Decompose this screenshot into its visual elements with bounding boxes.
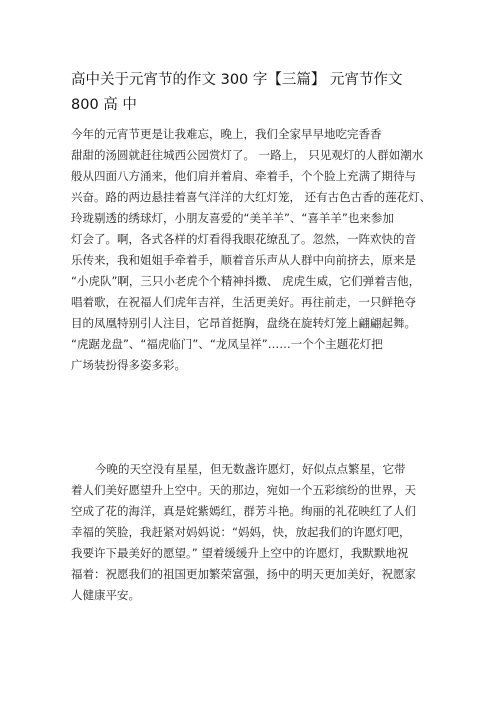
paragraph-line: 着人们美好愿望升上空中。天的那边，宛如一个五彩缤纷的世界，天: [71, 483, 416, 497]
paragraph-line: 幸福的笑脸，我赶紧对妈妈说：“妈妈，快，放起我们的许愿灯吧，: [71, 525, 411, 539]
paragraph-line: 我要许下最美好的愿望。” 望着缓缓升上空中的许愿灯，我默默地祝: [71, 546, 409, 560]
paragraph-1: [71, 124, 451, 376]
paragraph-line: 广场装扮得多姿多彩。: [71, 358, 186, 372]
paragraph-line: 空成了花的海洋，真是姹紫嫣红，群芳斗艳。绚丽的礼花映红了人们: [71, 504, 416, 518]
paragraph-line: 乐传来，我和姐姐手牵着手，顺着音乐声从人群中向前挤去，原来是: [71, 253, 416, 267]
paragraph-line: 玲珑剔透的绣球灯，小朋友喜爱的“美羊羊”、“喜羊羊”也来参加: [71, 211, 394, 225]
paragraph-line: “虎踞龙盘”、“福虎临门”、“龙凤呈祥”……一个个主题花灯把: [71, 337, 383, 351]
paragraph-line: “小虎队”啊，三只小老虎个个精神抖擞、 虎虎生威，它们弹着吉他，: [71, 274, 421, 288]
paragraph-line: 甜甜的汤圆就赶往城西公园赏灯了。 一路上， 只见观灯的人群如潮水: [71, 148, 424, 162]
paragraph-line: 目的凤凰特别引人注目，它昂首挺胸，盘绕在旋转灯笼上翩翩起舞。: [71, 316, 416, 330]
paragraph-line: 今晚的天空没有星星，但无数盏许愿灯，好似点点繁星，它带: [95, 462, 406, 476]
title-line-1: 高中关于元宵节的作文 300 字【三篇】 元宵节作文: [71, 72, 403, 88]
paragraph-line: 唱着歌，在祝福人们虎年吉祥，生活更美好。再往前走，一只鲜艳夺: [71, 295, 416, 309]
title-line-2: 800 高 中: [71, 97, 137, 113]
paragraph-line: 今年的元宵节更是让我难忘，晚上，我们全家早早地吃完香香: [71, 127, 382, 141]
paragraph-2: [71, 459, 451, 606]
paragraph-line: 兴奋。路的两边悬挂着喜气洋洋的大红灯笼， 还有古色古香的莲花灯、: [71, 190, 432, 204]
paragraph-line: 福着：祝愿我们的祖国更加繁荣富强，扬中的明天更加美好，祝愿家: [71, 567, 416, 581]
paragraph-line: 般从四面八方涌来，他们肩并着肩、牵着手，个个脸上充满了期待与: [71, 169, 416, 183]
document-title: [71, 68, 451, 118]
paragraph-line: 灯会了。啊，各式各样的灯看得我眼花缭乱了。忽然，一阵欢快的音: [71, 232, 416, 246]
paragraph-line: 人健康平安。: [71, 588, 140, 602]
